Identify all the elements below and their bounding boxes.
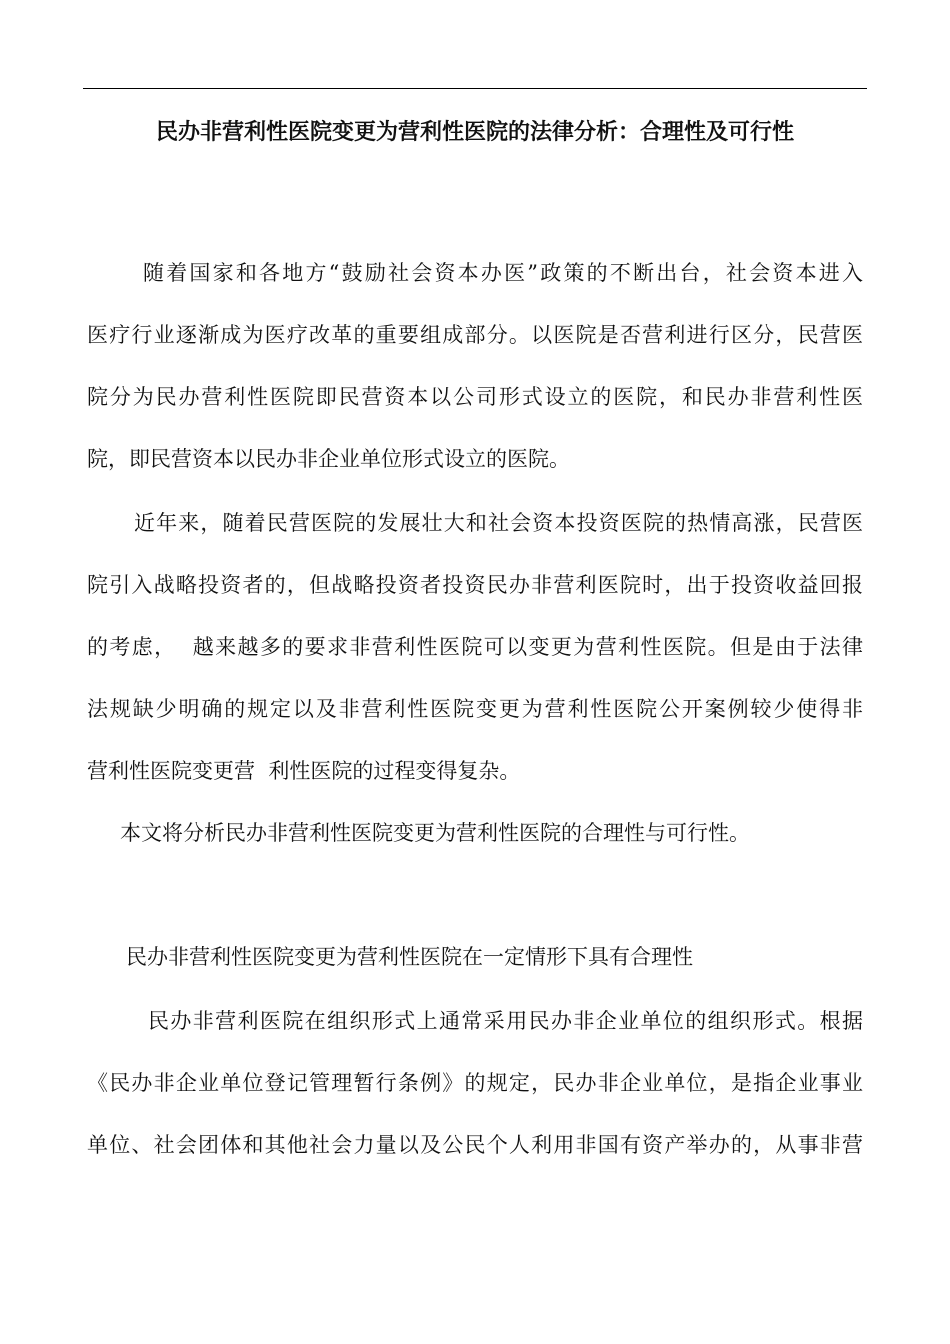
paragraph-line: 随着国家和各地方“鼓励社会资本办医”政策的不断出台，社会资本进入 <box>143 261 863 285</box>
paragraph-line: 《民办非企业单位登记管理暂行条例》的规定，民办非企业单位，是指企业事业 <box>87 1071 863 1095</box>
paragraph-line: 院引入战略投资者的，但战略投资者投资民办非营利医院时，出于投资收益回报 <box>87 573 863 597</box>
document-title: 民办非营利性医院变更为营利性医院的法律分析：合理性及可行性 <box>155 120 794 145</box>
paragraph-line: 的考虑， 越来越多的要求非营利性医院可以变更为营利性医院。但是由于法律 <box>87 635 863 659</box>
paragraph-line: 近年来，随着民营医院的发展壮大和社会资本投资医院的热情高涨，民营医 <box>134 511 863 535</box>
top-divider <box>83 88 867 89</box>
paragraph-line: 院分为民办营利性医院即民营资本以公司形式设立的医院，和民办非营利性医 <box>87 385 863 409</box>
paragraph-line: 民办非营利医院在组织形式上通常采用民办非企业单位的组织形式。根据 <box>148 1009 863 1033</box>
paragraph-line: 本文将分析民办非营利性医院变更为营利性医院的合理性与可行性。 <box>120 821 750 845</box>
section-heading-text: 民办非营利性医院变更为营利性医院在一定情形下具有合理性 <box>126 945 693 969</box>
paragraph-line: 医疗行业逐渐成为医疗改革的重要组成部分。以医院是否营利进行区分，民营医 <box>87 323 863 347</box>
paragraph-line: 院，即民营资本以民办非企业单位形式设立的医院。 <box>87 447 570 471</box>
paragraph-line: 法规缺少明确的规定以及非营利性医院变更为营利性医院公开案例较少使得非 <box>87 697 863 721</box>
paragraph-line: 营利性医院变更营 利性医院的过程变得复杂。 <box>87 759 521 783</box>
paragraph-line: 单位、社会团体和其他社会力量以及公民个人利用非国有资产举办的，从事非营 <box>87 1133 863 1157</box>
